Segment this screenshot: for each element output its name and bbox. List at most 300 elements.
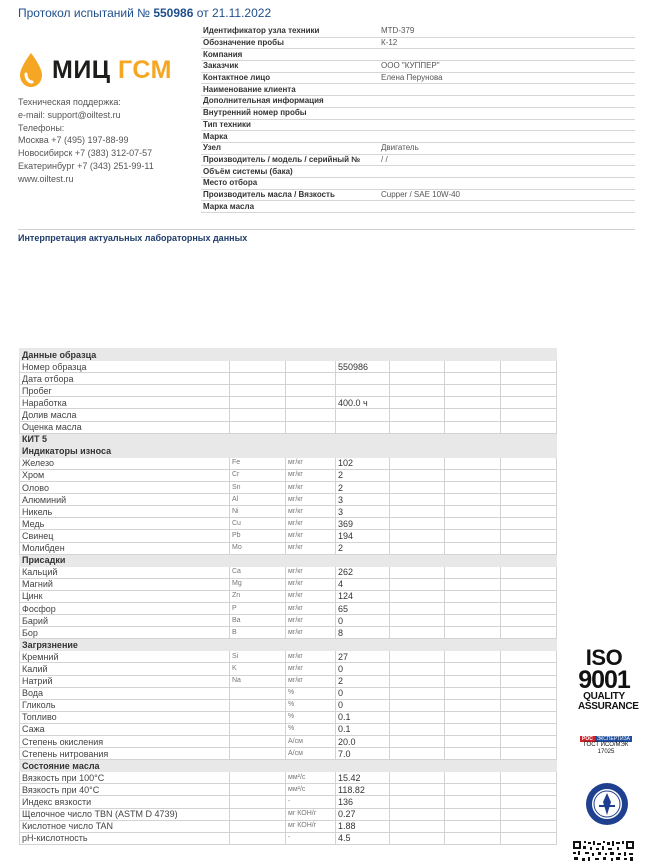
empty-cell — [501, 723, 557, 735]
parameter-name: Степень окисления — [20, 736, 230, 748]
element-symbol — [230, 748, 286, 760]
rosexpertiza-badge — [580, 736, 632, 756]
sample-info-table — [201, 26, 635, 213]
unit: - — [286, 832, 336, 844]
gost-number: 17025 — [597, 749, 615, 755]
parameter-name: Дата отбора — [20, 373, 230, 385]
info-value: Двигатель — [379, 142, 635, 154]
support-website[interactable]: www.oiltest.ru — [18, 173, 74, 184]
oil-drop-logo-icon — [18, 52, 44, 88]
element-symbol: Pb — [230, 530, 286, 542]
support-phone-moscow: Москва +7 (495) 197-88-99 — [18, 135, 129, 146]
company-logo — [18, 50, 172, 90]
result-value: 2 — [336, 675, 390, 687]
result-value: 550986 — [336, 361, 390, 373]
result-value: 3 — [336, 506, 390, 518]
element-symbol — [230, 723, 286, 735]
parameter-name: Железо — [20, 457, 230, 469]
unit: - — [286, 796, 336, 808]
empty-cell — [445, 796, 501, 808]
iso-assurance: ASSURANCE — [578, 701, 639, 712]
unit: мг/кг — [286, 506, 336, 518]
unit: мг/кг — [286, 615, 336, 627]
unit: мг/кг — [286, 578, 336, 590]
table-row — [20, 711, 557, 723]
empty-cell — [390, 627, 445, 639]
empty-cell — [445, 736, 501, 748]
iso-number: 9001 — [578, 666, 630, 694]
logo-text — [52, 56, 172, 85]
result-value: 124 — [336, 590, 390, 602]
empty-cell — [445, 421, 501, 433]
empty-cell — [501, 518, 557, 530]
element-symbol: Fe — [230, 457, 286, 469]
info-label: Тип техники — [201, 119, 379, 131]
table-row — [20, 615, 557, 627]
info-value: ООО "КУППЕР" — [379, 61, 635, 73]
table-row — [20, 687, 557, 699]
result-value — [336, 421, 390, 433]
parameter-name: Вязкость при 100°C — [20, 772, 230, 784]
rosexpertiza-blue: ЭКСПЕРТИЗА — [596, 736, 630, 742]
section-title: Присадки — [20, 554, 557, 566]
info-value — [379, 131, 635, 143]
empty-cell — [501, 711, 557, 723]
empty-cell — [390, 651, 445, 663]
empty-cell — [390, 820, 445, 832]
empty-cell — [445, 723, 501, 735]
unit: мм²/с — [286, 784, 336, 796]
result-value: 0 — [336, 699, 390, 711]
info-label: Заказчик — [201, 61, 379, 73]
table-row — [20, 808, 557, 820]
section-header-row — [20, 433, 557, 445]
table-row — [20, 506, 557, 518]
empty-cell — [501, 772, 557, 784]
info-label: Обозначение пробы — [201, 37, 379, 49]
empty-cell — [445, 530, 501, 542]
result-value: 4 — [336, 578, 390, 590]
info-value: MTD-379 — [379, 26, 635, 37]
info-row — [201, 72, 635, 84]
protocol-number: 550986 — [153, 6, 194, 20]
result-value: 0.1 — [336, 723, 390, 735]
element-symbol — [230, 784, 286, 796]
element-symbol: Zn — [230, 590, 286, 602]
result-value: 3 — [336, 494, 390, 506]
result-value: 2 — [336, 542, 390, 554]
result-value: 27 — [336, 651, 390, 663]
unit: мм²/с — [286, 772, 336, 784]
empty-cell — [501, 373, 557, 385]
info-row — [201, 142, 635, 154]
empty-cell — [445, 820, 501, 832]
unit: % — [286, 711, 336, 723]
table-row — [20, 663, 557, 675]
info-label: Узел — [201, 142, 379, 154]
info-label: Марка масла — [201, 201, 379, 213]
result-value — [336, 373, 390, 385]
table-row — [20, 409, 557, 421]
unit: мг/кг — [286, 457, 336, 469]
result-value: 194 — [336, 530, 390, 542]
unit: % — [286, 699, 336, 711]
info-label: Контактное лицо — [201, 72, 379, 84]
support-phones-label: Телефоны: — [18, 122, 65, 133]
element-symbol: Mg — [230, 578, 286, 590]
unit — [286, 397, 336, 409]
element-symbol: Cu — [230, 518, 286, 530]
empty-cell — [501, 651, 557, 663]
result-value: 7.0 — [336, 748, 390, 760]
unit: мг КОН/г — [286, 820, 336, 832]
logo-text-accent: ГСМ — [118, 55, 172, 84]
iso-quality: QUALITY — [583, 691, 625, 702]
parameter-name: Бор — [20, 627, 230, 639]
info-row — [201, 189, 635, 201]
unit: мг/кг — [286, 518, 336, 530]
empty-cell — [501, 796, 557, 808]
element-symbol — [230, 385, 286, 397]
table-row — [20, 361, 557, 373]
empty-cell — [445, 578, 501, 590]
element-symbol — [230, 687, 286, 699]
table-row — [20, 542, 557, 554]
empty-cell — [390, 542, 445, 554]
empty-cell — [445, 409, 501, 421]
empty-cell — [390, 590, 445, 602]
parameter-name: Калий — [20, 663, 230, 675]
table-row — [20, 832, 557, 844]
result-value: 20.0 — [336, 736, 390, 748]
info-row — [201, 107, 635, 119]
unit: мг/кг — [286, 482, 336, 494]
element-symbol: K — [230, 663, 286, 675]
unit: мг/кг — [286, 530, 336, 542]
empty-cell — [390, 457, 445, 469]
result-value: 118.82 — [336, 784, 390, 796]
empty-cell — [445, 397, 501, 409]
empty-cell — [390, 796, 445, 808]
info-label: Внутренний номер пробы — [201, 107, 379, 119]
section-title: Данные образца — [20, 349, 557, 361]
parameter-name: Никель — [20, 506, 230, 518]
support-heading: Техническая поддержка: — [18, 97, 121, 107]
element-symbol — [230, 711, 286, 723]
empty-cell — [390, 385, 445, 397]
empty-cell — [501, 530, 557, 542]
info-row — [201, 166, 635, 178]
support-email[interactable]: e-mail: support@oiltest.ru — [18, 109, 121, 120]
info-value — [379, 96, 635, 108]
result-value: 0.27 — [336, 808, 390, 820]
empty-cell — [390, 373, 445, 385]
info-row — [201, 154, 635, 166]
result-value: 15.42 — [336, 772, 390, 784]
empty-cell — [390, 494, 445, 506]
section-header-row — [20, 445, 557, 457]
result-value: 1.88 — [336, 820, 390, 832]
parameter-name: Хром — [20, 469, 230, 481]
rosexpertiza-red: РОС — [582, 736, 593, 742]
parameter-name: Алюминий — [20, 494, 230, 506]
empty-cell — [390, 518, 445, 530]
info-row — [201, 26, 635, 37]
empty-cell — [501, 385, 557, 397]
empty-cell — [390, 566, 445, 578]
empty-cell — [390, 578, 445, 590]
table-row — [20, 602, 557, 614]
info-value — [379, 166, 635, 178]
empty-cell — [390, 615, 445, 627]
empty-cell — [445, 373, 501, 385]
table-row — [20, 457, 557, 469]
empty-cell — [390, 748, 445, 760]
parameter-name: Цинк — [20, 590, 230, 602]
empty-cell — [501, 602, 557, 614]
parameter-name: Магний — [20, 578, 230, 590]
empty-cell — [445, 602, 501, 614]
info-value — [379, 49, 635, 61]
section-header-row — [20, 349, 557, 361]
empty-cell — [501, 820, 557, 832]
section-title: Загрязнение — [20, 639, 557, 651]
empty-cell — [501, 832, 557, 844]
empty-cell — [501, 361, 557, 373]
element-symbol: Ca — [230, 566, 286, 578]
unit: мг КОН/г — [286, 808, 336, 820]
support-contacts — [18, 96, 154, 186]
info-value: К-12 — [379, 37, 635, 49]
info-row — [201, 84, 635, 96]
empty-cell — [501, 506, 557, 518]
element-symbol — [230, 832, 286, 844]
empty-cell — [445, 772, 501, 784]
empty-cell — [390, 687, 445, 699]
info-row — [201, 37, 635, 49]
unit: мг/кг — [286, 469, 336, 481]
empty-cell — [445, 711, 501, 723]
section-title: Индикаторы износа — [20, 445, 557, 457]
unit: % — [286, 687, 336, 699]
parameter-name: Медь — [20, 518, 230, 530]
unit: мг/кг — [286, 590, 336, 602]
element-symbol: Ni — [230, 506, 286, 518]
unit: А/см — [286, 748, 336, 760]
empty-cell — [445, 506, 501, 518]
protocol-title — [18, 6, 271, 20]
element-symbol — [230, 421, 286, 433]
info-value: Елена Перунова — [379, 72, 635, 84]
empty-cell — [445, 627, 501, 639]
parameter-name: Щелочное число TBN (ASTM D 4739) — [20, 808, 230, 820]
unit: мг/кг — [286, 602, 336, 614]
empty-cell — [501, 578, 557, 590]
empty-cell — [390, 723, 445, 735]
unit — [286, 385, 336, 397]
empty-cell — [445, 494, 501, 506]
element-symbol — [230, 808, 286, 820]
parameter-name: Топливо — [20, 711, 230, 723]
element-symbol: Sn — [230, 482, 286, 494]
info-value — [379, 107, 635, 119]
section-header-row — [20, 760, 557, 772]
empty-cell — [501, 409, 557, 421]
parameter-name: Номер образца — [20, 361, 230, 373]
element-symbol: Ba — [230, 615, 286, 627]
table-row — [20, 699, 557, 711]
result-value: 400.0 ч — [336, 397, 390, 409]
table-row — [20, 590, 557, 602]
parameter-name: pH-кислотность — [20, 832, 230, 844]
element-symbol: Si — [230, 651, 286, 663]
result-value: 4.5 — [336, 832, 390, 844]
result-value: 0 — [336, 687, 390, 699]
table-row — [20, 482, 557, 494]
result-value: 102 — [336, 457, 390, 469]
info-label: Наименование клиента — [201, 84, 379, 96]
table-row — [20, 772, 557, 784]
info-label: Компания — [201, 49, 379, 61]
parameter-name: Фосфор — [20, 602, 230, 614]
empty-cell — [390, 832, 445, 844]
parameter-name: Вода — [20, 687, 230, 699]
empty-cell — [501, 457, 557, 469]
parameter-name: Долив масла — [20, 409, 230, 421]
element-symbol: B — [230, 627, 286, 639]
empty-cell — [501, 590, 557, 602]
empty-cell — [445, 482, 501, 494]
empty-cell — [501, 397, 557, 409]
protocol-date: от 21.11.2022 — [196, 6, 272, 20]
empty-cell — [390, 469, 445, 481]
empty-cell — [390, 736, 445, 748]
table-row — [20, 421, 557, 433]
unit — [286, 421, 336, 433]
empty-cell — [390, 506, 445, 518]
empty-cell — [390, 808, 445, 820]
info-row — [201, 201, 635, 213]
empty-cell — [501, 663, 557, 675]
table-row — [20, 723, 557, 735]
empty-cell — [445, 651, 501, 663]
empty-cell — [501, 687, 557, 699]
parameter-name: Барий — [20, 615, 230, 627]
result-value: 0.1 — [336, 711, 390, 723]
empty-cell — [390, 699, 445, 711]
empty-cell — [445, 566, 501, 578]
empty-cell — [445, 687, 501, 699]
empty-cell — [390, 711, 445, 723]
empty-cell — [390, 530, 445, 542]
empty-cell — [390, 421, 445, 433]
table-row — [20, 820, 557, 832]
info-row — [201, 96, 635, 108]
empty-cell — [390, 675, 445, 687]
result-value: 136 — [336, 796, 390, 808]
empty-cell — [501, 808, 557, 820]
empty-cell — [501, 736, 557, 748]
unit: мг/кг — [286, 651, 336, 663]
table-row — [20, 385, 557, 397]
element-symbol — [230, 796, 286, 808]
element-symbol — [230, 373, 286, 385]
parameter-name: Наработка — [20, 397, 230, 409]
parameter-name: Степень нитрования — [20, 748, 230, 760]
empty-cell — [501, 784, 557, 796]
table-row — [20, 578, 557, 590]
element-symbol: Cr — [230, 469, 286, 481]
empty-cell — [445, 832, 501, 844]
empty-cell — [445, 748, 501, 760]
result-value: 0 — [336, 615, 390, 627]
empty-cell — [445, 699, 501, 711]
element-symbol — [230, 397, 286, 409]
empty-cell — [501, 482, 557, 494]
empty-cell — [390, 397, 445, 409]
empty-cell — [501, 627, 557, 639]
info-value — [379, 177, 635, 189]
unit: мг/кг — [286, 542, 336, 554]
empty-cell — [501, 494, 557, 506]
iso-label: ISO — [585, 645, 623, 670]
unit: мг/кг — [286, 675, 336, 687]
table-row — [20, 627, 557, 639]
parameter-name: Олово — [20, 482, 230, 494]
empty-cell — [445, 469, 501, 481]
empty-cell — [390, 772, 445, 784]
element-symbol — [230, 772, 286, 784]
info-label: Место отбора — [201, 177, 379, 189]
element-symbol — [230, 736, 286, 748]
section-title: КИТ 5 — [20, 433, 557, 445]
info-row — [201, 177, 635, 189]
section-header-row — [20, 639, 557, 651]
result-value: 2 — [336, 469, 390, 481]
unit: % — [286, 723, 336, 735]
table-row — [20, 784, 557, 796]
info-row — [201, 119, 635, 131]
info-value — [379, 84, 635, 96]
table-row — [20, 748, 557, 760]
empty-cell — [390, 361, 445, 373]
unit: А/см — [286, 736, 336, 748]
table-row — [20, 675, 557, 687]
element-symbol: Al — [230, 494, 286, 506]
unit: мг/кг — [286, 663, 336, 675]
empty-cell — [501, 675, 557, 687]
info-row — [201, 61, 635, 73]
empty-cell — [445, 663, 501, 675]
unit — [286, 361, 336, 373]
table-row — [20, 494, 557, 506]
protocol-title-prefix: Протокол испытаний № — [18, 6, 150, 20]
empty-cell — [501, 566, 557, 578]
parameter-name: Кремний — [20, 651, 230, 663]
support-phone-novosibirsk: Новосибирск +7 (383) 312-07-57 — [18, 148, 153, 159]
info-label: Идентификатор узла техники — [201, 26, 379, 37]
lab-results-table — [19, 348, 557, 845]
empty-cell — [445, 457, 501, 469]
empty-cell — [445, 808, 501, 820]
element-symbol — [230, 699, 286, 711]
info-value — [379, 201, 635, 213]
section-header-row — [20, 554, 557, 566]
parameter-name: Вязкость при 40°C — [20, 784, 230, 796]
element-symbol: P — [230, 602, 286, 614]
table-row — [20, 796, 557, 808]
info-label: Производитель масла / Вязкость — [201, 189, 379, 201]
